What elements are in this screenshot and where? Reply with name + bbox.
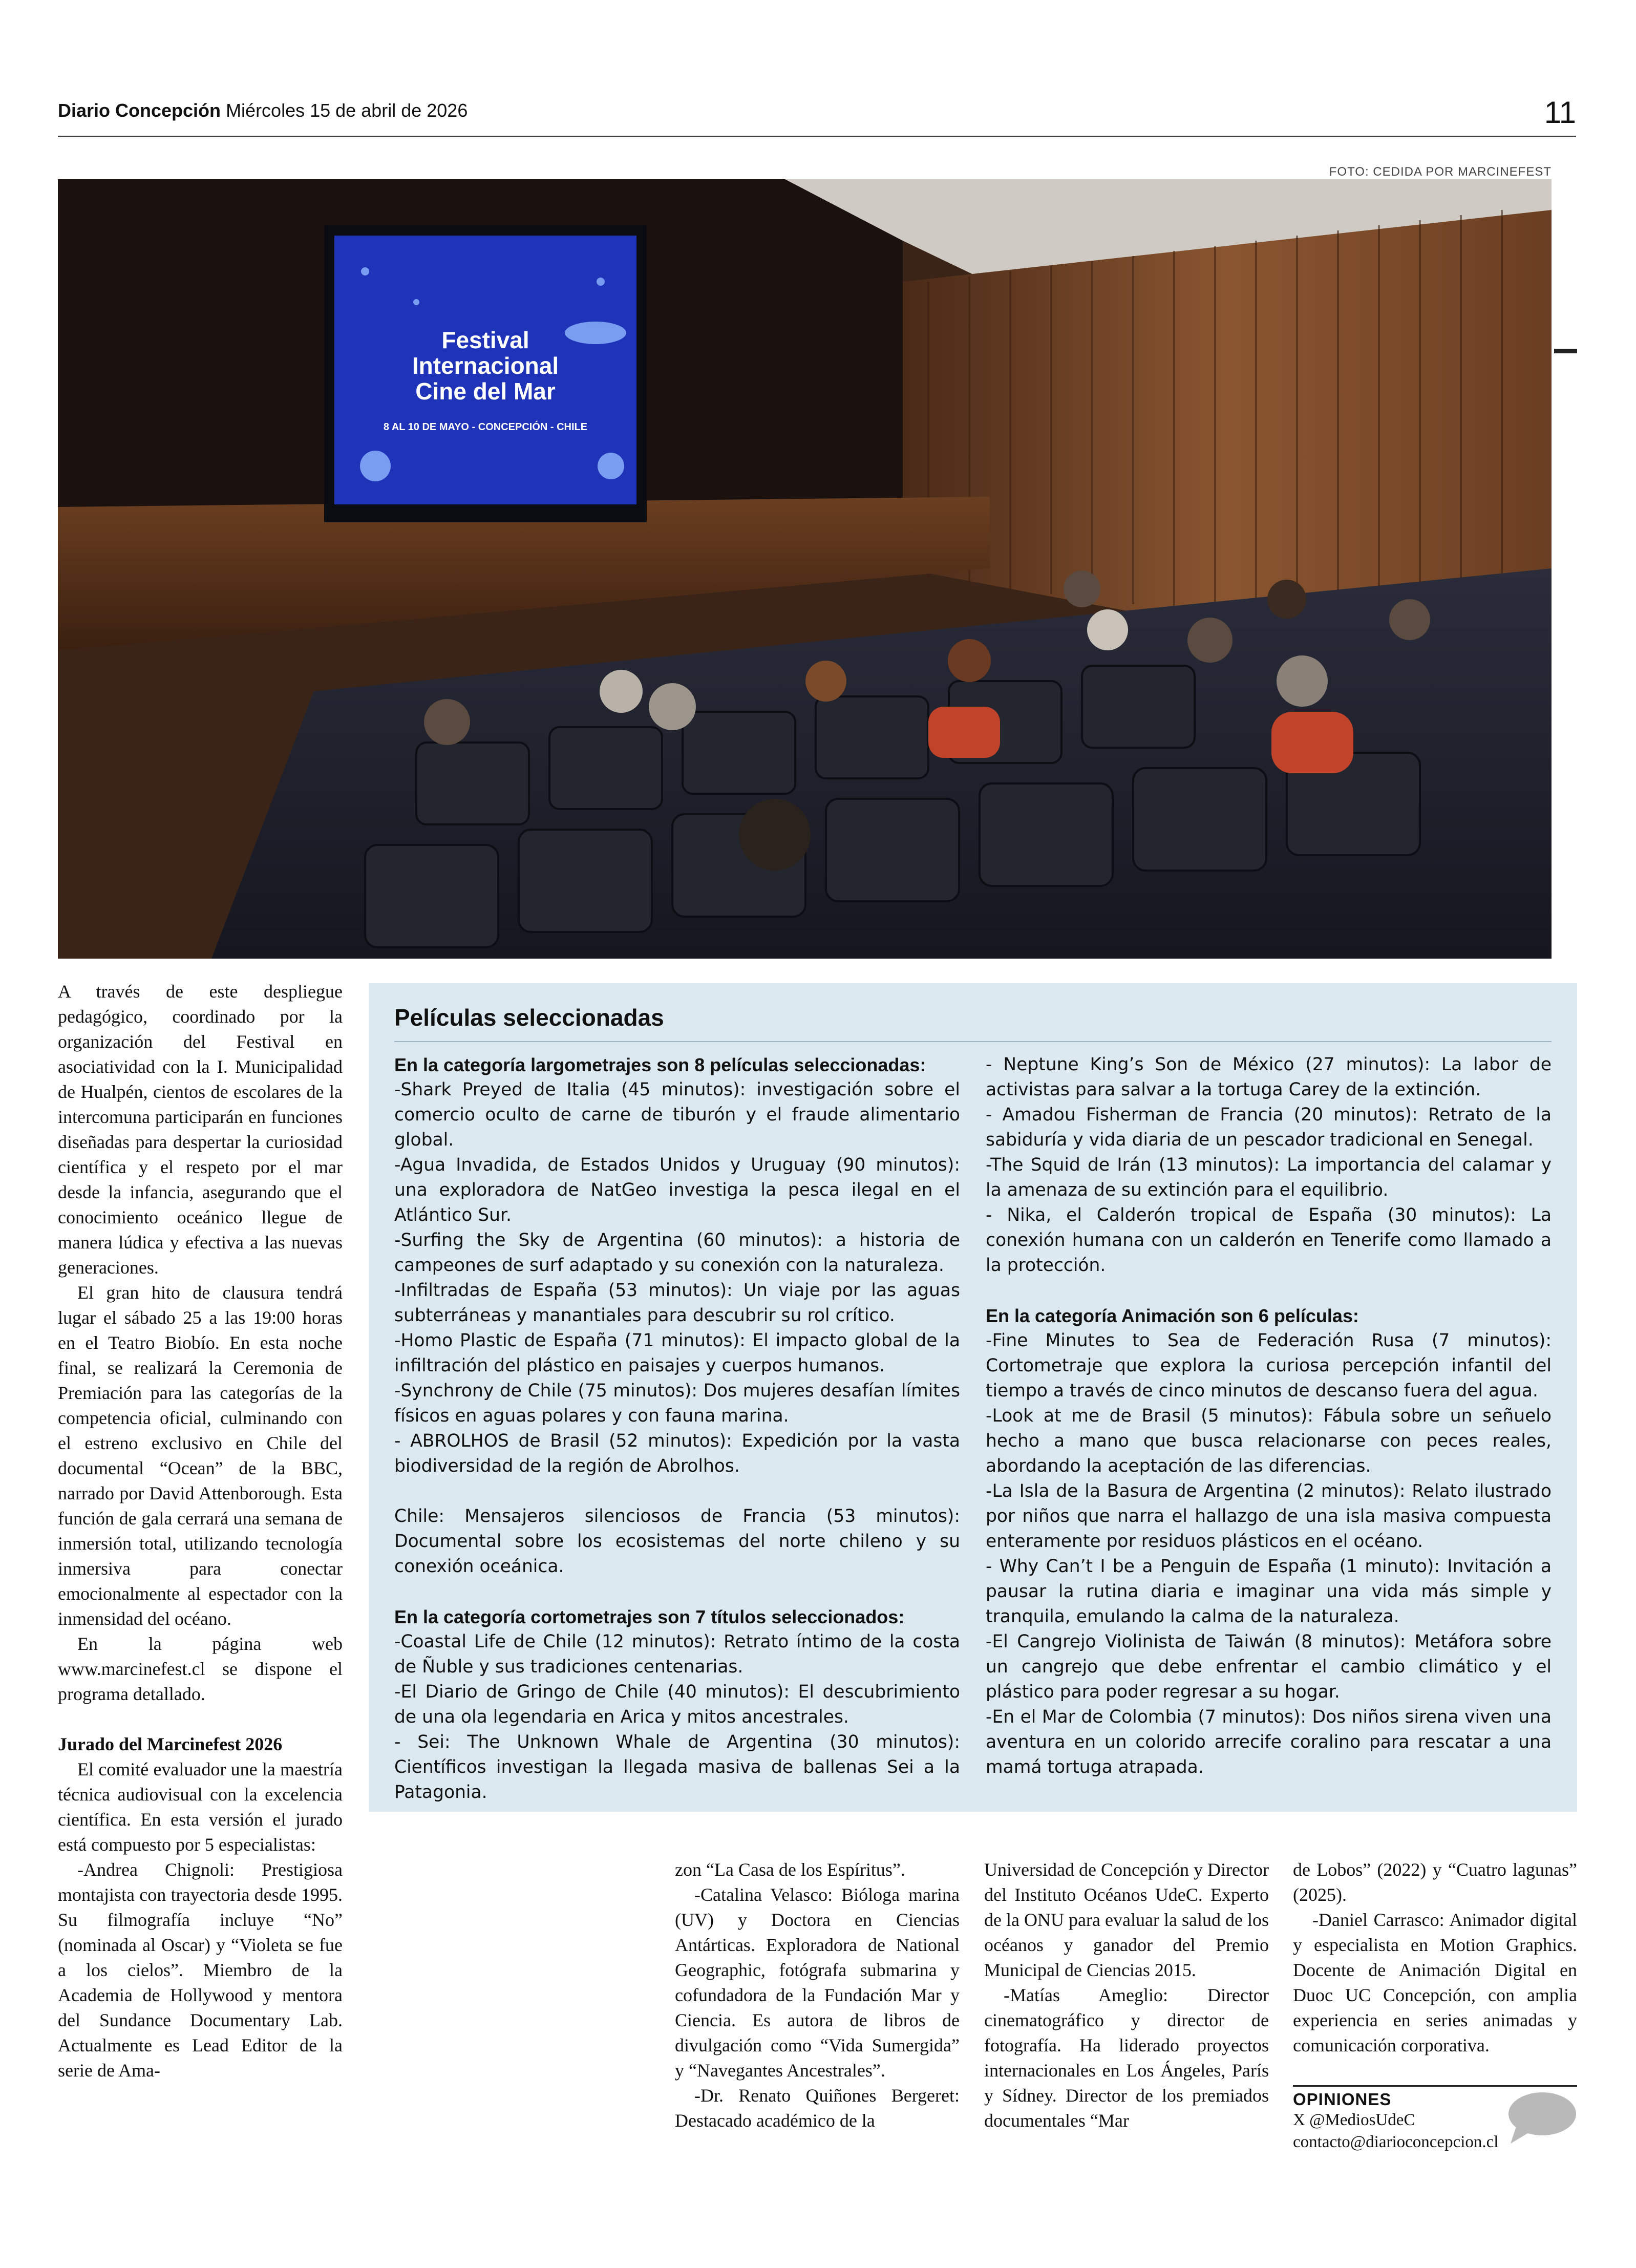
film-entry: - ABROLHOS de Brasil (52 minutos): Expedición por la vasta biodiversidad de la región de Abrolhos. [394,1431,960,1476]
selected-films-box [369,983,1577,1812]
article-paragraph: El gran hito de clausura tendrá lugar el sábado 25 a las 19:00 horas en el Teatro Biobío. En esta noche final, se realizará la Ceremonia de Premiación para las categorías de la competencia oficial, culminando con el estreno exclusivo en Chile del documental “Ocean” de la BBC, narrado por David Attenborough. Esta función de gala cerrará una semana de inmersión total, utilizando tecnología inmersiva para conectar emocionalmente al espectador con la inmensidad del océano. [58,1282,343,1629]
paper-name: Diario Concepción [58,100,221,121]
film-entry: -Look at me de Brasil (5 minutos): Fábula sobre un señuelo hecho a mano que busca relacionarse con peces reales, abordando la aceptación de las diferencias. [986,1406,1552,1476]
screen-title-3: Cine del Mar [415,378,556,405]
film-entry: -Agua Invadida, de Estados Unidos y Uruguay (90 minutos): una exploradora de NatGeo investiga la pesca ilegal en el Atlántico Sur. [394,1155,960,1225]
box-right-column [986,1052,1552,1780]
auditorium-photo [58,179,1552,959]
film-entry: -Synchrony de Chile (75 minutos): Dos mujeres desafían límites físicos en aguas polares y con fauna marina. [394,1381,960,1426]
film-entry: - Sei: The Unknown Whale de Argentina (30 minutos): Científicos investigan la llegada masiva de ballenas Sei a la Patagonia. [394,1732,960,1803]
left-column [58,979,343,2083]
decorative-dash [1554,349,1577,353]
article-paragraph: -Catalina Velasco: Bióloga marina (UV) y Doctora en Ciencias Antárticas. Exploradora de National Geographic, fotógrafa submarina y cofundadora de la Fundación Mar y Ciencia. Es autora de libros de divulgación como “Vida Sumergida” y “Navegantes Ancestrales”. [675,1884,960,2081]
article-paragraph: -Dr. Renato Quiñones Bergeret: Destacado académico de la [675,2085,960,2131]
article-paragraph: -Matías Ameglio: Director cinematográfico y director de fotografía. Ha liderado proyectos internacionales en Los Ángeles, París y Sídney. Director de los premiados documentales “Mar [984,1985,1269,2131]
speech-bubble-icon [1505,2089,1577,2146]
film-entry: - Nika, el Calderón tropical de España (30 minutos): La conexión humana con un calderón en Tenerife como llamado a la protección. [986,1205,1552,1276]
article-paragraph: -Andrea Chignoli: Prestigiosa montajista con trayectoria desde 1995. Su filmografía incluye “No” (nominada al Oscar) y “Violeta se fue a los cielos”. Miembro de la Academia de Hollywood y mentora del Sundance Documentary Lab. Actualmente es Lead Editor de la serie de Ama- [58,1859,343,2081]
film-entry: Chile: Mensajeros silenciosos de Francia (53 minutos): Documental sobre los ecosistemas del norte chileno y su conexión oceánica. [394,1506,960,1577]
film-entry: -Fine Minutes to Sea de Federación Rusa (7 minutos): Cortometraje que explora la curiosa percepción infantil del tiempo a través de cinco minutos de descanso fuera del agua. [986,1330,1552,1401]
category-heading: En la categoría Animación son 6 películas: [986,1305,1359,1326]
film-entry: -La Isla de la Basura de Argentina (2 minutos): Relato ilustrado por niños que narra el hallazgo de una isla masiva compuesta enteramente por residuos plásticos en el océano. [986,1481,1552,1552]
screen-dates: 8 AL 10 DE MAYO - CONCEPCIÓN - CHILE [383,421,588,433]
article-paragraph: -Daniel Carrasco: Animador digital y especialista en Motion Graphics. Docente de Animación Digital en Duoc UC Concepción, con amplia experiencia en series animadas y comunicación corporativa. [1293,1910,1577,2055]
photo-credit: FOTO: CEDIDA POR MARCINEFEST [1329,165,1552,179]
article-paragraph: de Lobos” (2022) y “Cuatro lagunas” (2025). [1293,1859,1577,1905]
jury-heading: Jurado del Marcinefest 2026 [58,1734,283,1754]
issue-date: Miércoles 15 de abril de 2026 [226,100,468,121]
opinions-title: OPINIONES [1293,2090,1392,2109]
film-entry: - Neptune King’s Son de México (27 minutos): La labor de activistas para salvar a la tortuga Carey de la extinción. [986,1054,1552,1100]
page-number: 11 [1544,95,1576,130]
auditorium-illustration [58,179,1552,959]
bottom-column-2 [675,1857,960,2133]
film-entry: -Homo Plastic de España (71 minutos): El impacto global de la infiltración del plástico en paisajes y cuerpos humanos. [394,1330,960,1376]
film-entry: - Amadou Fisherman de Francia (20 minutos): Retrato de la sabiduría y vida diaria de un pescador tradicional en Senegal. [986,1105,1552,1150]
film-entry: -Shark Preyed de Italia (45 minutos): investigación sobre el comercio oculto de carne de tiburón y el fraude alimentario global. [394,1079,960,1150]
box-divider [394,1041,1552,1042]
film-entry: - Why Can’t I be a Penguin de España (1 minuto): Invitación a pausar la rutina diaria e imaginar una vida más simple y tranquila, emulando la calma de la naturaleza. [986,1556,1552,1627]
film-entry: -Surfing the Sky de Argentina (60 minutos): a historia de campeones de surf adaptado y su conexión con la naturaleza. [394,1230,960,1276]
social-handle[interactable]: X @MediosUdeC [1293,2111,1415,2129]
page-header [58,95,1576,137]
article-paragraph: Universidad de Concepción y Director del Instituto Océanos UdeC. Experto de la ONU para evaluar la salud de los océanos y ganador del Premio Municipal de Ciencias 2015. [984,1859,1269,1980]
article-paragraph: A través de este despliegue pedagógico, coordinado por la organización del Festival en asociatividad con la I. Municipalidad de Hualpén, cientos de escolares de la intercomuna participarán en funciones diseñadas para despertar la curiosidad científica y el respeto por el mar desde la infancia, asegurando que el conocimiento oceánico llegue de manera lúdica y efectiva a las nuevas generaciones. [58,981,343,1278]
screen-title-2: Internacional [412,352,559,379]
box-left-column [394,1052,960,1805]
film-entry: -El Cangrejo Violinista de Taiwán (8 minutos): Metáfora sobre un cangrejo que debe enfrentar el cambio climático y el plástico para poder regresar a su hogar. [986,1631,1552,1702]
bottom-column-3 [984,1857,1269,2133]
article-paragraph: zon “La Casa de los Espíritus”. [675,1859,905,1880]
article-paragraph: En la página web www.marcinefest.cl se dispone el programa detallado. [58,1634,343,1704]
film-entry: -The Squid de Irán (13 minutos): La importancia del calamar y la amenaza de su extinción para el equilibrio. [986,1155,1552,1200]
film-entry: -El Diario de Gringo de Chile (40 minutos): El descubrimiento de una ola legendaria en Arica y mitos ancestrales. [394,1682,960,1727]
contact-email[interactable]: contacto@diarioconcepcion.cl [1293,2133,1499,2151]
masthead [58,100,468,121]
film-entry: -Coastal Life de Chile (12 minutos): Retrato íntimo de la costa de Ñuble y sus tradiciones centenarias. [394,1631,960,1677]
screen-title-1: Festival [441,327,529,353]
bottom-column-4 [1293,1857,1577,2058]
box-title: Películas seleccionadas [394,1004,664,1031]
category-heading: En la categoría largometrajes son 8 películas seleccionadas: [394,1054,926,1075]
article-paragraph: El comité evaluador une la maestría técnica audiovisual con la excelencia científica. En esta versión el jurado está compuesto por 5 especialistas: [58,1759,343,1855]
film-entry: -En el Mar de Colombia (7 minutos): Dos niños sirena viven una aventura en un colorido arrecife coralino para rescatar a una mamá tortuga atrapada. [986,1707,1552,1777]
film-entry: -Infiltradas de España (53 minutos): Un viaje por las aguas subterráneas y manantiales para descubrir su rol crítico. [394,1280,960,1326]
category-heading: En la categoría cortometrajes son 7 títulos seleccionados: [394,1606,905,1627]
